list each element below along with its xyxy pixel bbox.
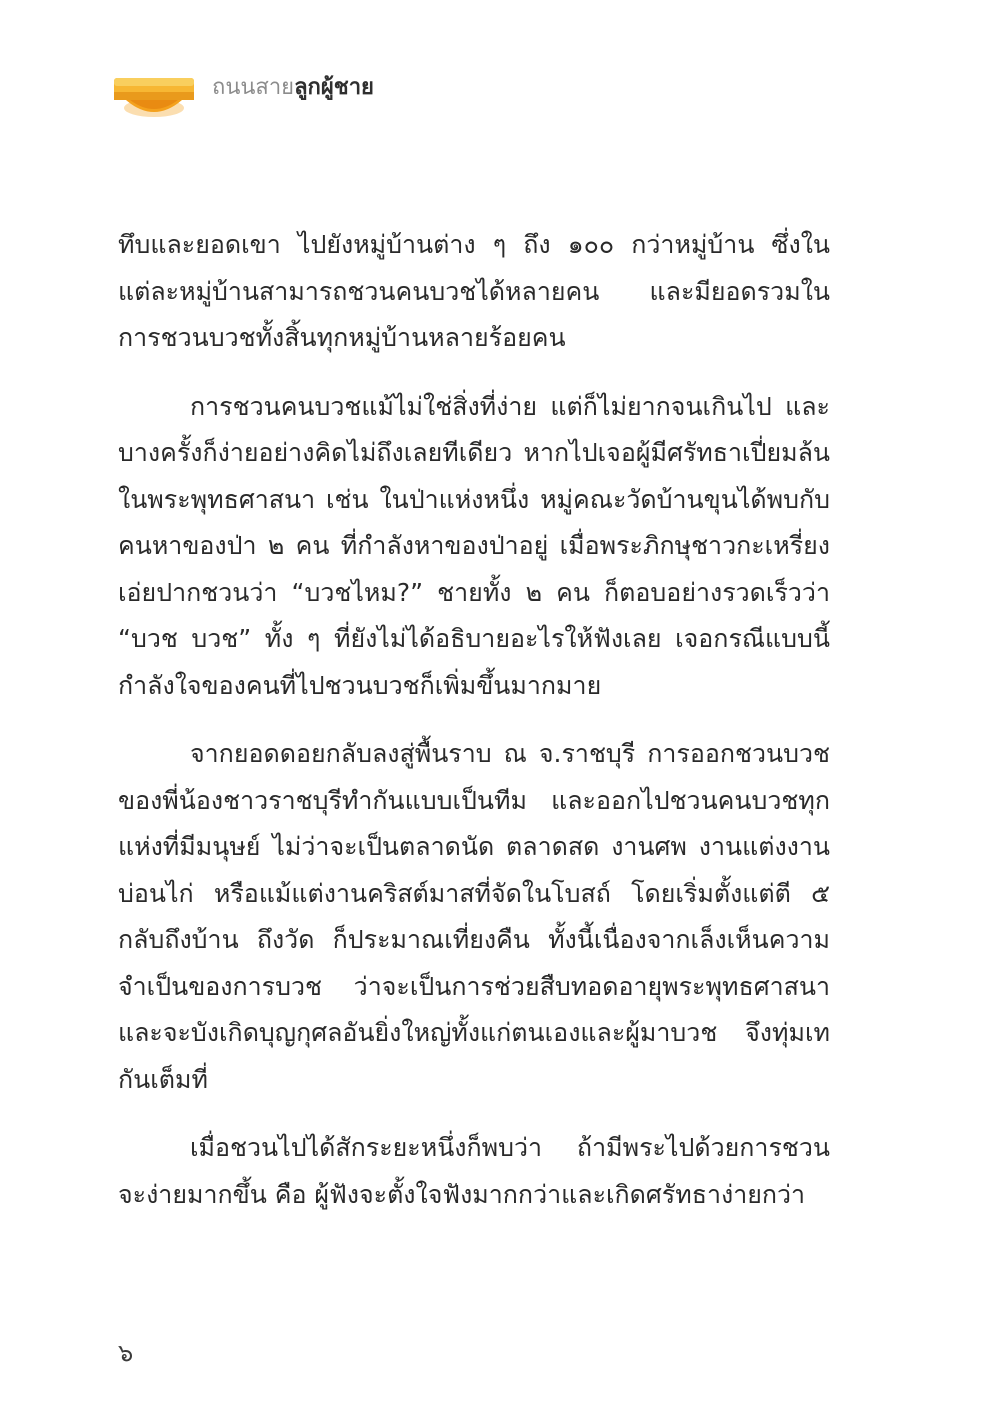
paragraph-3: จากยอดดอยกลับลงสู่พื้นราบ ณ จ.ราชบุรี การออกชวนบวชของพี่น้องชาวราชบุรีทำกันแบบเป็นทีม และออกไปชวนคนบวชทุกแห่งที่มีมนุษย์ ไม่ว่าจะเป็นตลาดนัด ตลาดสด งานศพ งานแต่งงาน บ่อนไก่ หรือแม้แต่งานคริสต์มาสที่จัดในโบสถ์ โดยเริ่มตั้งแต่ตี ๕ กลับถึงบ้าน ถึงวัด ก็ประมาณเที่ยงคืน ทั้งนี้เนื่องจากเล็งเห็นความจำเป็นของการบวช ว่าจะเป็นการช่วยสืบทอดอายุพระพุทธศาสนา และจะบังเกิดบุญกุศลอันยิ่งใหญ่ทั้งแก่ตนเองและผู้มาบวช จึงทุ่มเทกันเต็มที่ xyxy=(118,739,830,1094)
page-number: ๖ xyxy=(118,1339,134,1367)
folded-robe-on-bowl-icon xyxy=(104,62,204,122)
header-title xyxy=(212,74,374,102)
paragraph-4: เมื่อชวนไปได้สักระยะหนึ่งก็พบว่า ถ้ามีพระไปด้วยการชวนจะง่ายมากขึ้น คือ ผู้ฟังจะตั้งใจฟังมากกว่าและเกิดศรัทธาง่ายกว่า xyxy=(118,1133,830,1209)
header-title-part1: ถนนสาย xyxy=(212,75,295,100)
header-title-part2: ลูกผู้ชาย xyxy=(294,75,374,100)
body-text xyxy=(118,222,830,1218)
paragraph-1: ทึบและยอดเขา ไปยังหมู่บ้านต่าง ๆ ถึง ๑๐๐ กว่าหมู่บ้าน ซึ่งในแต่ละหมู่บ้านสามารถชวนคนบวชได้หลายคน และมียอดรวมในการชวนบวชทั้งสิ้นทุกหมู่บ้านหลายร้อยคน xyxy=(118,230,830,352)
paragraph-2: การชวนคนบวชแม้ไม่ใช่สิ่งที่ง่าย แต่ก็ไม่ยากจนเกินไป และบางครั้งก็ง่ายอย่างคิดไม่ถึงเลยทีเดียว หากไปเจอผู้มีศรัทธาเปี่ยมล้นในพระพุทธศาสนา เช่น ในป่าแห่งหนึ่ง หมู่คณะวัดบ้านขุนได้พบกับคนหาของป่า ๒ คน ที่กำลังหาของป่าอยู่ เมื่อพระภิกษุชาวกะเหรี่ยงเอ่ยปากชวนว่า “บวชไหม?” ชายทั้ง ๒ คน ก็ตอบอย่างรวดเร็วว่า “บวช บวช” ทั้ง ๆ ที่ยังไม่ได้อธิบายอะไรให้ฟังเลย เจอกรณีแบบนี้กำลังใจของคนที่ไปชวนบวชก็เพิ่มขึ้นมากมาย xyxy=(118,391,830,700)
running-header xyxy=(104,62,504,122)
